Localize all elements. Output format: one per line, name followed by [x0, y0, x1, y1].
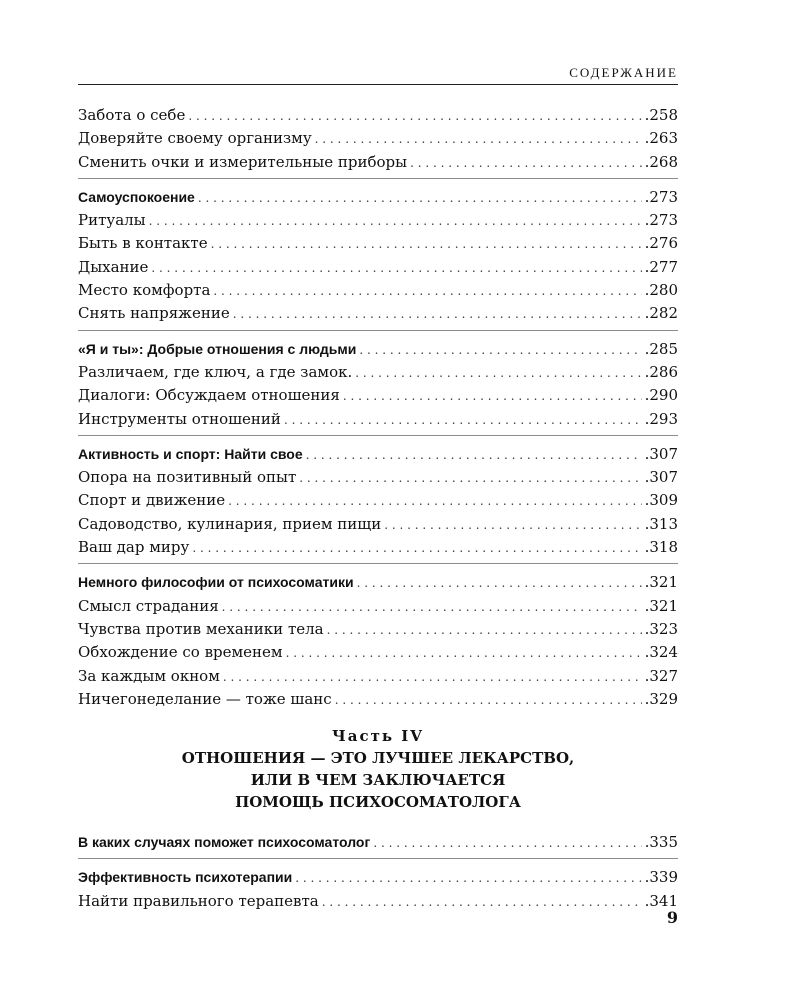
toc-entry-page: .268	[644, 152, 678, 171]
toc-entry-page: .327	[644, 666, 678, 685]
toc-entry-title: Найти правильного терапевта	[78, 891, 319, 910]
toc-entry-title: Место комфорта	[78, 281, 211, 300]
dot-leader	[223, 666, 642, 689]
dot-leader	[322, 891, 642, 914]
toc-entry-page: .318	[644, 538, 678, 557]
toc-entry-title: Диалоги: Обсуждаем отношения	[78, 386, 340, 405]
toc-section	[78, 866, 678, 917]
toc-entry-title: Смысл страдания	[78, 596, 219, 615]
toc-entry-page: .263	[644, 129, 678, 148]
part-title-line-1: ОТНОШЕНИЯ — ЭТО ЛУЧШЕЕ ЛЕКАРСТВО,	[181, 749, 575, 768]
toc-entry-title: Быть в контакте	[78, 234, 208, 253]
toc-entry-page: .258	[644, 106, 678, 124]
toc-section	[78, 443, 678, 564]
dot-leader	[327, 619, 642, 642]
toc-entry	[78, 361, 678, 384]
toc-entry-title: Самоуспокоение	[78, 188, 195, 205]
toc-entry	[78, 384, 678, 407]
dot-leader	[228, 490, 641, 513]
part-label: Часть IV	[332, 727, 424, 746]
toc-entry-page: .341	[644, 891, 678, 910]
toc-entry-page: .313	[644, 514, 678, 533]
dot-leader	[284, 409, 642, 432]
toc-entry-title: Сменить очки и измерительные приборы	[78, 152, 408, 171]
dot-leader	[343, 385, 642, 408]
toc-entry-title: Различаем, где ключ, а где замок.	[78, 362, 353, 381]
toc-entry-title: Садоводство, кулинария, прием пищи	[78, 514, 382, 533]
toc-entry	[78, 665, 678, 688]
toc-entry-title: Немного философии от психосоматики	[78, 574, 354, 591]
toc-entry	[78, 641, 678, 664]
toc-entry-page: .290	[644, 386, 678, 405]
toc-entry-page: .286	[644, 362, 678, 381]
toc-entry	[78, 279, 678, 302]
running-head: СОДЕРЖАНИЕ	[569, 65, 678, 80]
toc-entry-title: За каждым окном	[78, 666, 220, 685]
toc-entry-page: .277	[644, 257, 678, 276]
dot-leader	[192, 537, 641, 560]
dot-leader	[222, 596, 642, 619]
toc-entry-title: Чувства против механики тела	[78, 619, 324, 638]
toc-entry-title: Ваш дар миру	[78, 538, 190, 557]
header-rule	[78, 84, 678, 85]
dot-leader	[335, 689, 642, 712]
dot-leader	[211, 233, 642, 256]
toc-entry	[78, 151, 678, 174]
toc-entry-title: Активность и спорт: Найти свое	[78, 445, 303, 462]
toc-entry	[78, 536, 678, 559]
dot-leader	[384, 514, 641, 537]
dot-leader	[410, 152, 642, 175]
part-title-line-2: ИЛИ В ЧЕМ ЗАКЛЮЧАЕТСЯ	[250, 771, 506, 790]
dot-leader	[213, 280, 641, 303]
dot-leader	[315, 128, 642, 151]
toc-entry-page: .280	[644, 281, 678, 300]
toc-entry-page: .335	[644, 833, 678, 852]
toc-entry-page: .282	[644, 304, 678, 323]
toc-entry-title: Дыхание	[78, 257, 149, 276]
toc-entry	[78, 890, 678, 913]
toc-entry-title: Опора на позитивный опыт	[78, 468, 297, 487]
dot-leader	[357, 572, 642, 595]
toc-entry	[78, 408, 678, 431]
toc-section	[78, 104, 678, 179]
dot-leader	[149, 210, 642, 233]
toc-entry	[78, 127, 678, 150]
toc-entry-title: «Я и ты»: Добрые отношения с людьми	[78, 340, 357, 357]
toc-section	[78, 831, 678, 859]
toc-entry-title: Доверяйте своему организму	[78, 129, 312, 148]
toc-entry	[78, 595, 678, 618]
dot-leader	[373, 832, 641, 855]
toc-entry-title: Инструменты отношений	[78, 409, 281, 428]
toc-entry-page: .293	[644, 409, 678, 428]
toc-entry-page: .273	[644, 187, 678, 206]
toc-entry-page: .339	[644, 868, 678, 887]
toc-entry-title: Ритуалы	[78, 211, 146, 230]
toc-section	[78, 186, 678, 331]
toc-entry	[78, 104, 678, 127]
toc-entry-page: .276	[644, 234, 678, 253]
toc-entry-title: Снять напряжение	[78, 304, 230, 323]
toc-entry	[78, 489, 678, 512]
toc-entry-page: .307	[644, 444, 678, 463]
table-of-contents	[78, 104, 678, 917]
toc-entry	[78, 256, 678, 279]
toc-entry-page: .323	[644, 619, 678, 638]
part-heading	[78, 725, 678, 813]
toc-chapter-entry	[78, 571, 678, 594]
toc-entry-title: Ничегонеделание — тоже шанс	[78, 689, 332, 708]
part-title-line-3: ПОМОЩЬ ПСИХОСОМАТОЛОГА	[235, 793, 521, 812]
dot-leader	[299, 467, 641, 490]
toc-chapter-entry	[78, 443, 678, 466]
toc-entry-page: .285	[644, 339, 678, 358]
toc-entry-title: Обхождение со временем	[78, 643, 283, 662]
toc-chapter-entry	[78, 338, 678, 361]
toc-section	[78, 571, 678, 715]
toc-entry-title: В каких случаях поможет психосоматолог	[78, 834, 371, 851]
dot-leader	[151, 257, 641, 280]
toc-entry	[78, 513, 678, 536]
toc-entry-title: Забота о себе	[78, 106, 186, 124]
dot-leader	[355, 362, 641, 385]
toc-entry-page: .329	[644, 689, 678, 708]
toc-groups-after-part	[78, 831, 678, 917]
toc-entry-title: Эффективность психотерапии	[78, 869, 293, 886]
toc-section	[78, 338, 678, 436]
dot-leader	[188, 105, 641, 128]
toc-chapter-entry	[78, 186, 678, 209]
toc-groups-before-part	[78, 104, 678, 715]
page-number: 9	[666, 908, 678, 927]
dot-leader	[198, 187, 642, 210]
dot-leader	[306, 444, 642, 467]
toc-entry	[78, 688, 678, 711]
dot-leader	[359, 339, 641, 362]
toc-entry-page: .321	[644, 573, 678, 592]
dot-leader	[233, 303, 642, 326]
dot-leader	[295, 867, 641, 890]
toc-entry	[78, 209, 678, 232]
toc-entry-page: .324	[644, 643, 678, 662]
toc-entry	[78, 618, 678, 641]
toc-entry-title: Спорт и движение	[78, 491, 226, 510]
toc-entry-page: .307	[644, 468, 678, 487]
toc-chapter-entry	[78, 866, 678, 889]
toc-entry	[78, 302, 678, 325]
toc-entry-page: .321	[644, 596, 678, 615]
toc-entry-page: .273	[644, 211, 678, 230]
toc-entry-page: .309	[644, 491, 678, 510]
dot-leader	[286, 642, 642, 665]
toc-entry	[78, 232, 678, 255]
toc-entry	[78, 466, 678, 489]
toc-chapter-entry	[78, 831, 678, 854]
